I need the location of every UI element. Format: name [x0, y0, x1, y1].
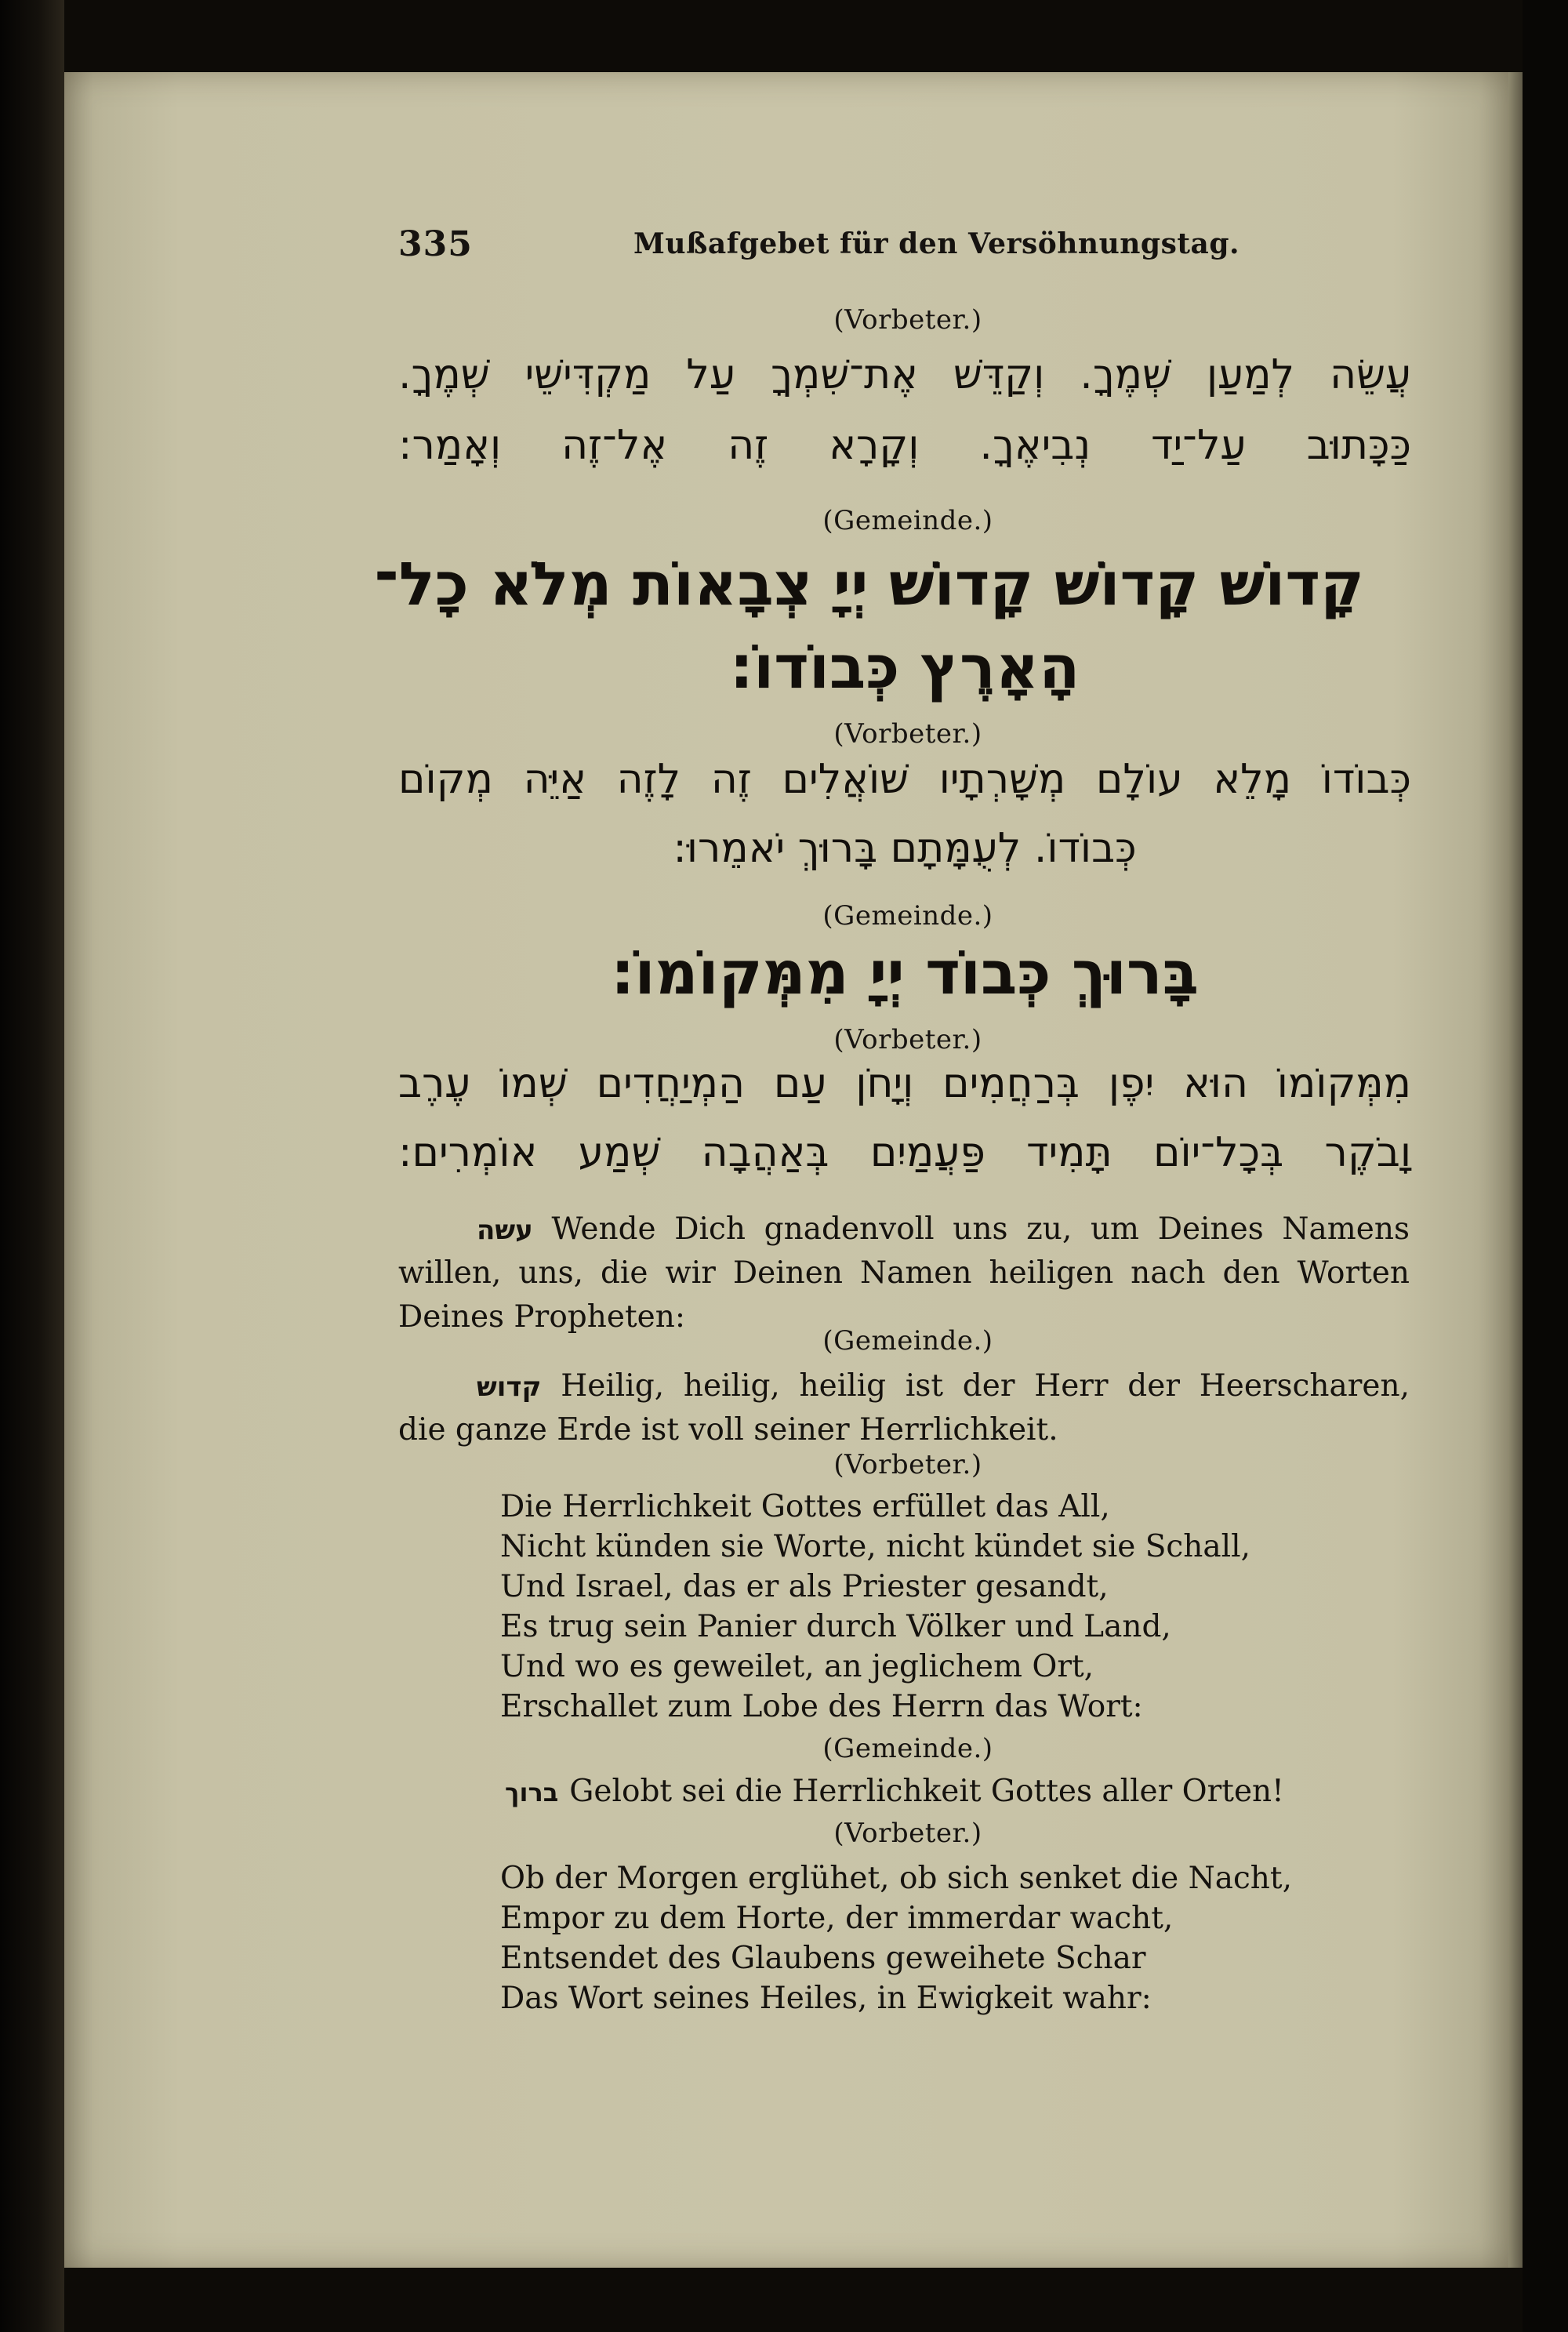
- hebrew-keyword: ברוך: [505, 1778, 559, 1807]
- translation-line: [398, 1208, 1410, 1251]
- running-title: Mußafgebet für den Versöhnungstag.: [633, 227, 1240, 260]
- poem-line: Es trug sein Panier durch Völker und Land,: [500, 1609, 1171, 1644]
- book-binding: [0, 0, 64, 2332]
- translation-line: willen, uns, die wir Deinen Namen heiligen nach den Worten: [398, 1255, 1410, 1291]
- poem-line: Erschallet zum Lobe des Herrn das Wort:: [500, 1689, 1143, 1724]
- poem-line: Entsendet des Glaubens geweihete Schar: [500, 1941, 1146, 1976]
- page-number: 335: [398, 224, 473, 264]
- facing-page-shadow: [1523, 0, 1568, 2332]
- hebrew-keyword: קדוש: [477, 1371, 542, 1403]
- poem-line: Und Israel, das er als Priester gesandt,: [500, 1569, 1109, 1604]
- page-edge: [1508, 72, 1523, 2268]
- poem-line: Und wo es geweilet, an jeglichem Ort,: [500, 1649, 1094, 1684]
- hebrew-keyword: עשה: [477, 1215, 533, 1246]
- poem-line: Nicht künden sie Worte, nicht kündet sie Schall,: [500, 1529, 1250, 1564]
- poem-line: Ob der Morgen erglühet, ob sich senket die Nacht,: [500, 1861, 1292, 1896]
- label-gemeinde: (Gemeinde.): [822, 1325, 993, 1357]
- hebrew-line: כְּבוֹדוֹ מָלֵא עוֹלָם מְשָׁרְתָיו שׁוֹאֲלִים זֶה לָזֶה אַיֵּה מְקוֹם: [398, 756, 1411, 803]
- page-header: [398, 224, 1417, 279]
- label-vorbeter: (Vorbeter.): [833, 304, 982, 336]
- poem-line: Die Herrlichkeit Gottes erfüllet das All,: [500, 1489, 1110, 1524]
- translation-paragraph: [398, 1208, 1410, 1339]
- label-gemeinde: (Gemeinde.): [822, 505, 993, 536]
- poem-line: Das Wort seines Heiles, in Ewigkeit wahr:: [500, 1981, 1152, 2016]
- translation-line: [398, 1364, 1410, 1408]
- translation-text: Heilig, heilig, heilig ist der Herr der Heerscharen,: [561, 1368, 1410, 1404]
- hebrew-line: עֲשֵׂה לְמַעַן שְׁמֶךָ. וְקַדֵּשׁ אֶת־שִׁמְךָ עַל מַקְדִּישֵׁי שְׁמֶךָ.: [398, 351, 1411, 398]
- hebrew-line-large: קָדוֹשׁ קָדוֹשׁ קָדוֹשׁ יְיָ צְבָאוֹת מְלֹא כָל־: [374, 549, 1364, 619]
- translation-line: [505, 1774, 1414, 1809]
- translation-text: Wende Dich gnadenvoll uns zu, um Deines Namens: [551, 1211, 1410, 1247]
- poem-line: Empor zu dem Horte, der immerdar wacht,: [500, 1901, 1174, 1936]
- hebrew-line: כְּבוֹדוֹ. לְעֻמָּתָם בָּרוּךְ יֹאמֵרוּ:: [673, 825, 1137, 872]
- poem-stanza: [500, 1487, 1417, 1727]
- label-gemeinde: (Gemeinde.): [822, 900, 993, 932]
- hebrew-line: מִמְּקוֹמוֹ הוּא יִפֶן בְּרַחֲמִים וְיָחֹן עַם הַמְיַחֲדִים שְׁמוֹ עֶרֶב: [398, 1060, 1411, 1107]
- translation-line: die ganze Erde ist voll seiner Herrlichkeit.: [398, 1412, 1058, 1448]
- label-vorbeter: (Vorbeter.): [833, 1818, 982, 1849]
- poem-stanza: [500, 1858, 1417, 2018]
- hebrew-line-large: בָּרוּךְ כְּבוֹד יְיָ מִמְּקוֹמוֹ:: [611, 938, 1199, 1008]
- hebrew-line-large: הָאָרֶץ כְּבוֹדוֹ:: [729, 632, 1080, 702]
- translation-text: Gelobt sei die Herrlichkeit Gottes aller Orten!: [569, 1774, 1284, 1809]
- translation-line: Deines Propheten:: [398, 1299, 685, 1335]
- hebrew-line: וָבֹקֶר בְּכָל־יוֹם תָּמִיד פַּעֲמַיִם בְּאַהֲבָה שְׁמַע אוֹמְרִים:: [398, 1129, 1411, 1176]
- hebrew-line: כַּכָּתוּב עַל־יַד נְבִיאֶךָ. וְקָרָא זֶה אֶל־זֶה וְאָמַר:: [398, 422, 1411, 469]
- label-vorbeter: (Vorbeter.): [833, 1449, 982, 1480]
- translation-paragraph: [398, 1364, 1410, 1452]
- label-vorbeter: (Vorbeter.): [833, 1024, 982, 1055]
- label-vorbeter: (Vorbeter.): [833, 718, 982, 750]
- label-gemeinde: (Gemeinde.): [822, 1733, 993, 1764]
